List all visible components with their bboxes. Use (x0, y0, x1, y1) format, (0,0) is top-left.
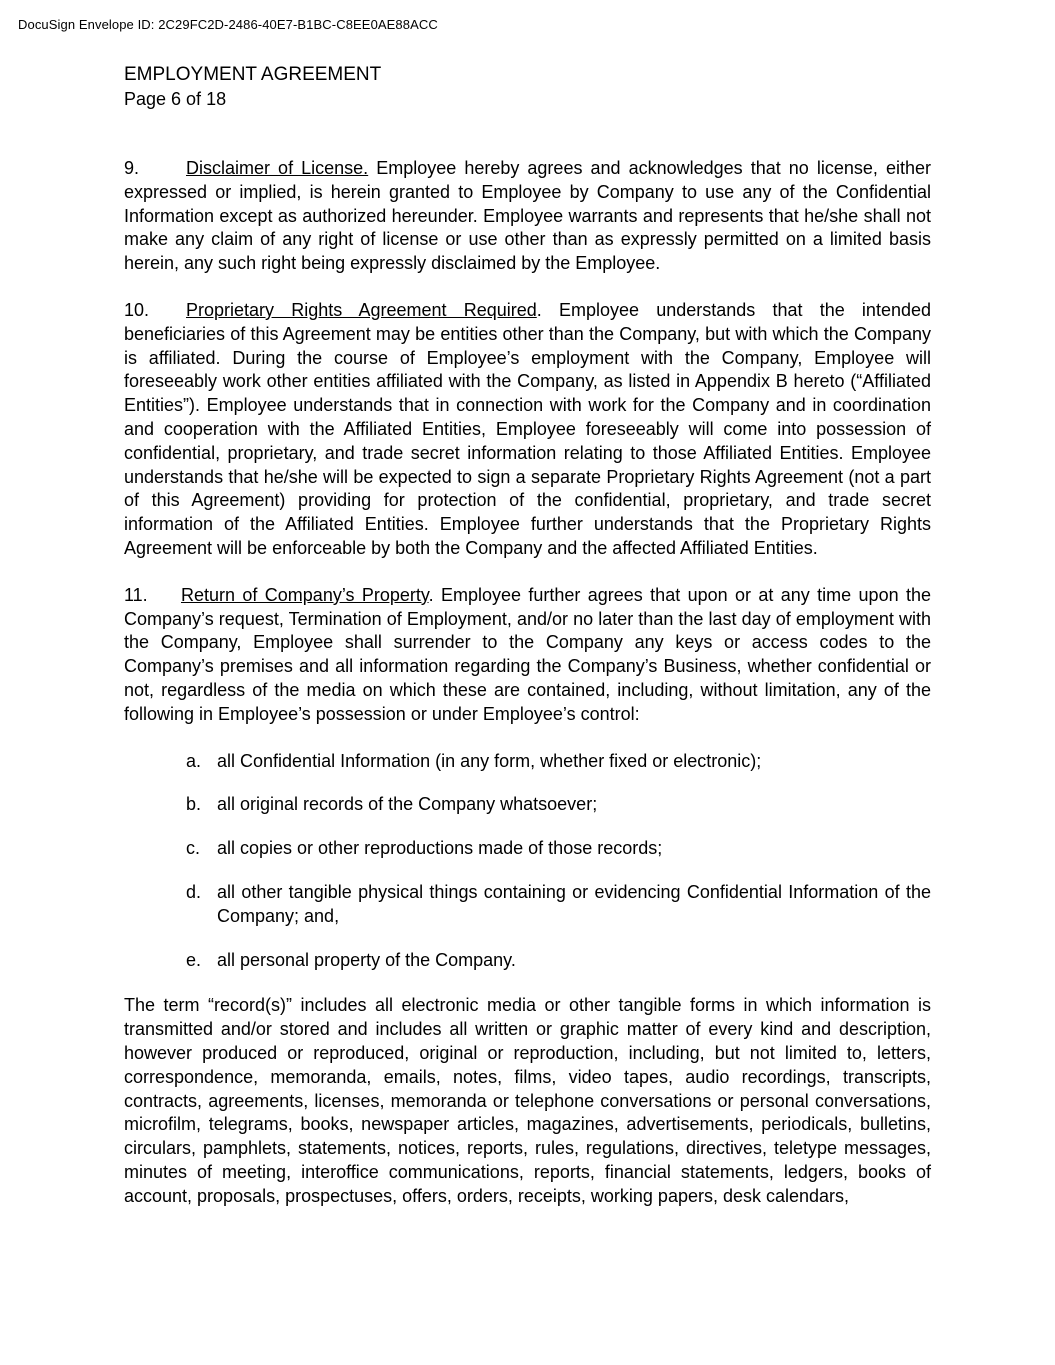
list-letter: c. (186, 838, 201, 859)
document-title: EMPLOYMENT AGREEMENT (124, 64, 382, 85)
section-number: 9. (124, 158, 140, 178)
section-text: Employee hereby agrees and acknowledges that no license, either expressed or implied, is herein granted to Employee by Company to use any of the Confidential Information except as authorized hereunder. Employee warrants and represents that he/she shall not make any claim of any right of license or use other than as expressly permitted on a limited basis herein, any such right being expressly disclaimed by the Employee. (124, 158, 931, 274)
section-number: 11. (124, 584, 148, 605)
list-item (124, 949, 931, 973)
section-title: Return of Company’s Property (181, 584, 429, 605)
list-text: all original records of the Company whatsoever; (217, 794, 598, 815)
list-item (124, 750, 931, 774)
record-definition-paragraph: The term “record(s)” includes all electronic media or other tangible forms in which information is transmitted and/or stored and includes all written or graphic matter of every kind and description, however produced or reproduced, original or reproduction, including, but not limited to, letters, correspondence, memoranda, emails, notes, films, video tapes, audio recordings, transcripts, contracts, agreements, licenses, memoranda or telephone conversations or personal conversations, microfilm, telegrams, books, newspaper articles, magazines, advertisements, periodicals, bulletins, circulars, pamphlets, statements, notices, reports, rules, regulations, directives, teletype messages, minutes of meeting, interoffice communications, reports, financial statements, ledgers, books of account, proposals, prospectuses, offers, orders, receipts, working papers, desk calendars, (124, 995, 931, 1206)
docusign-envelope-id: DocuSign Envelope ID: 2C29FC2D-2486-40E7-B1BC-C8EE0AE88ACC (18, 17, 438, 32)
list-item (124, 793, 931, 817)
section-title: Proprietary Rights Agreement Required (186, 299, 537, 320)
list-letter: e. (186, 949, 202, 970)
section-9 (124, 157, 931, 276)
document-body (124, 157, 931, 1208)
list-text: all other tangible physical things containing or evidencing Confidential Information of the Company; and, (217, 881, 931, 926)
page-number: Page 6 of 18 (124, 89, 227, 109)
document-header (124, 63, 381, 111)
list-text: all personal property of the Company. (217, 949, 516, 970)
property-list (124, 750, 931, 973)
section-number: 10. (124, 299, 150, 320)
list-letter: a. (186, 750, 202, 771)
section-text: . Employee understands that the intended beneficiaries of this Agreement may be entities other than the Company, but with which the Company is affiliated. During the course of Employee’s employment with the Company, Employee will foreseeably work other entities affiliated with the Company, as listed in Appendix B hereto (“Affiliated Entities”). Employee understands that in connection with work for the Company and in coordination and cooperation with the Affiliated Entities, Employee foreseeably will come into possession of confidential, proprietary, and trade secret information relating to those Affiliated Entities. Employee understands that he/she will be expected to sign a separate Proprietary Rights Agreement (not a part of this Agreement) providing for protection of the confidential, proprietary, and trade secret information of the Affiliated Entities. Employee further understands that the Proprietary Rights Agreement will be enforceable by both the Company and the affected Affiliated Entities. (124, 299, 931, 558)
section-title: Disclaimer of License. (186, 158, 369, 178)
list-item (124, 837, 931, 861)
section-text: . Employee further agrees that upon or at any time upon the Company’s request, Termination of Employment, and/or no later than the last day of employment with the Company, Employee shall surrender to the Company any keys or access codes to the Company’s premises and all information regarding the Company’s Business, whether confidential or not, regardless of the media on which these are contained, including, without limitation, any of the following in Employee’s possession or under Employee’s control: (124, 584, 931, 724)
list-letter: d. (186, 881, 202, 902)
section-11 (124, 584, 931, 727)
list-text: all Confidential Information (in any form, whether fixed or electronic); (217, 750, 762, 771)
list-item (124, 881, 931, 929)
section-10 (124, 299, 931, 561)
list-text: all copies or other reproductions made of those records; (217, 838, 663, 859)
list-letter: b. (186, 794, 202, 815)
